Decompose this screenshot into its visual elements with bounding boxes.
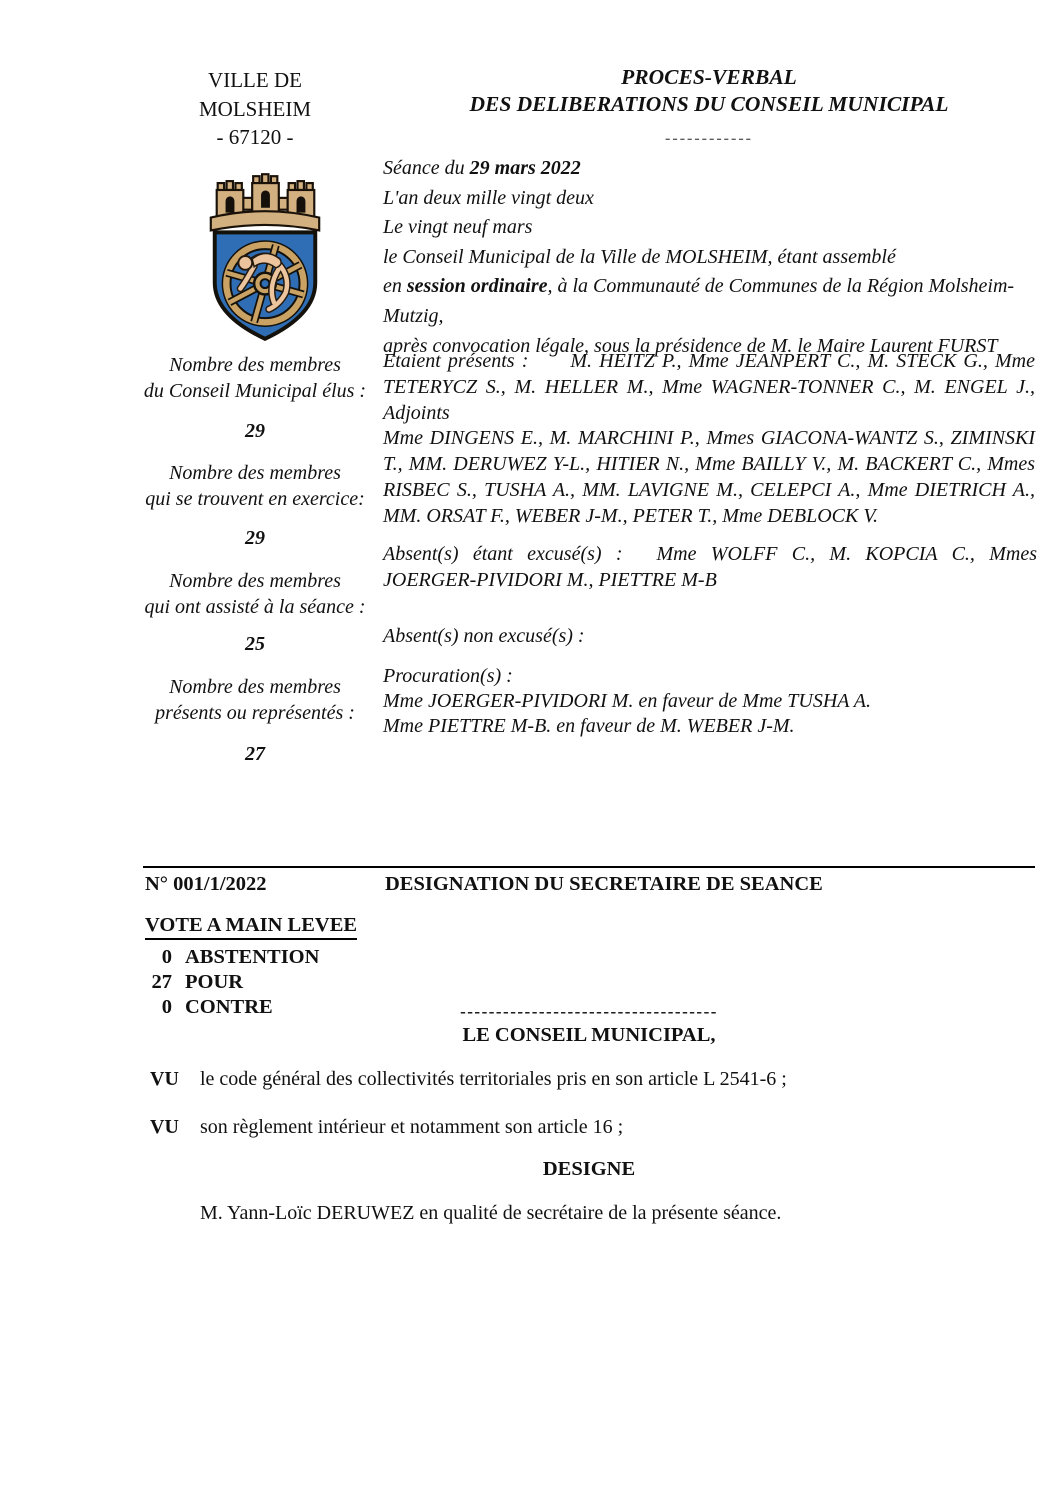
absents-not-excused-label: Absent(s) non excusé(s) : — [383, 625, 585, 647]
vote-abstention-count: 0 — [161, 946, 172, 968]
presents-text-1: M. HEITZ P., Mme JEANPERT C., M. STECK G., Mme TETERYCZ S., M. HELLER M., Mme WAGNER-TONNER C., M. ENGEL J., Adjoints — [383, 350, 1035, 424]
stat-attended-value: 25 — [245, 633, 265, 655]
designe-heading: DESIGNE — [542, 1158, 636, 1180]
section-divider-rule — [143, 866, 1035, 868]
center-divider: ------------------------------------ — [460, 1002, 718, 1021]
vote-pour-count: 27 — [151, 971, 172, 993]
vu-text-2: son règlement intérieur et notamment son article 16 ; — [200, 1116, 624, 1138]
vu-keyword-2: VU — [150, 1116, 179, 1138]
session-line-5: après convocation légale, sous la présidence de M. le Maire Laurent FURST — [383, 334, 998, 357]
city-line-2: MOLSHEIM — [198, 96, 311, 121]
title-divider: ------------ — [665, 130, 753, 147]
deliberation-title: DESIGNATION DU SECRETAIRE DE SEANCE — [385, 873, 823, 895]
stat-attended-label: Nombre des membres qui ont assisté à la séance : — [144, 570, 366, 618]
council-heading: LE CONSEIL MUNICIPAL, — [462, 1024, 716, 1046]
vote-abstention-label: ABSTENTION — [185, 946, 320, 968]
presents-label: Etaient présents : — [383, 350, 529, 372]
procurations-label: Procuration(s) : — [383, 665, 513, 687]
vu-keyword-1: VU — [150, 1068, 179, 1090]
vote-title: VOTE A MAIN LEVEE — [145, 914, 357, 940]
document-title-line-1: PROCES-VERBAL — [621, 65, 797, 89]
session-line-3: le Conseil Municipal de la Ville de MOLSHEIM, étant assemblé — [383, 245, 896, 268]
absents-excused-paragraph — [383, 541, 1037, 593]
vu-item-1 — [145, 1068, 1035, 1091]
stat-elected-value: 29 — [245, 420, 265, 442]
city-line-1: VILLE DE — [208, 68, 302, 92]
vote-contre-count: 0 — [161, 996, 172, 1018]
deliberation-number: N° 001/1/2022 — [145, 873, 267, 895]
city-line-3: - 67120 - — [216, 125, 294, 149]
vote-row-abstention — [145, 946, 357, 969]
vu-item-2 — [145, 1116, 1035, 1139]
vote-pour-label: POUR — [185, 971, 244, 993]
stat-elected-label: Nombre des membres du Conseil Municipal élus : — [143, 354, 367, 402]
procuration-line-1: Mme JOERGER-PIVIDORI M. en faveur de Mme TUSHA A. — [383, 689, 871, 712]
vu-text-1: le code général des collectivités territoriales pris en son article L 2541-6 ; — [200, 1068, 787, 1090]
designe-text: M. Yann-Loïc DERUWEZ en qualité de secrétaire de la présente séance. — [200, 1202, 782, 1224]
session-line-2: Le vingt neuf mars — [383, 216, 533, 239]
presents-paragraph — [383, 349, 1035, 530]
seance-line: Séance du 29 mars 2022 — [383, 157, 581, 179]
crest-svg — [197, 170, 333, 344]
vote-row-pour — [145, 971, 357, 994]
procurations-paragraph — [383, 664, 1035, 738]
vote-contre-label: CONTRE — [185, 996, 273, 1018]
procuration-line-2: Mme PIETTRE M-B. en faveur de M. WEBER J-M. — [383, 714, 795, 737]
absents-excused-label: Absent(s) étant excusé(s) : — [383, 543, 623, 565]
session-line-1: L'an deux mille vingt deux — [383, 186, 594, 209]
molsheim-coat-of-arms-icon — [197, 170, 333, 349]
city-block — [145, 66, 365, 152]
document-title — [383, 64, 1035, 118]
session-line-4: en session ordinaire, à la Communauté de Communes de la Région Molsheim-Mutzig, — [383, 275, 1015, 327]
stat-represented-label: Nombre des membres présents ou représentés : — [155, 676, 355, 724]
stat-represented-value: 27 — [245, 743, 265, 765]
presents-text-2: Mme DINGENS E., M. MARCHINI P., Mmes GIACONA-WANTZ S., ZIMINSKI T., MM. DERUWEZ Y-L., HITIER N., Mme BAILLY V., M. BACKERT C., Mmes RISBEC S., TUSHA A., MM. LAVIGNE M., CELEPCI A., Mme DIETRICH A., MM. ORSAT F., WEBER J-M., PETER T., Mme DEBLOCK V. — [383, 427, 1035, 527]
document-title-line-2: DES DELIBERATIONS DU CONSEIL MUNICIPAL — [469, 92, 949, 116]
absents-excused-text: Mme WOLFF C., M. KOPCIA C., Mmes JOERGER-PIVIDORI M., PIETTRE M-B — [383, 543, 1037, 591]
session-block — [383, 154, 1035, 361]
seance-date: 29 mars 2022 — [469, 157, 581, 179]
stat-in-office-label: Nombre des membres qui se trouvent en exercice: — [145, 462, 365, 510]
absents-not-excused-paragraph — [383, 625, 1035, 648]
stat-in-office-value: 29 — [245, 527, 265, 549]
